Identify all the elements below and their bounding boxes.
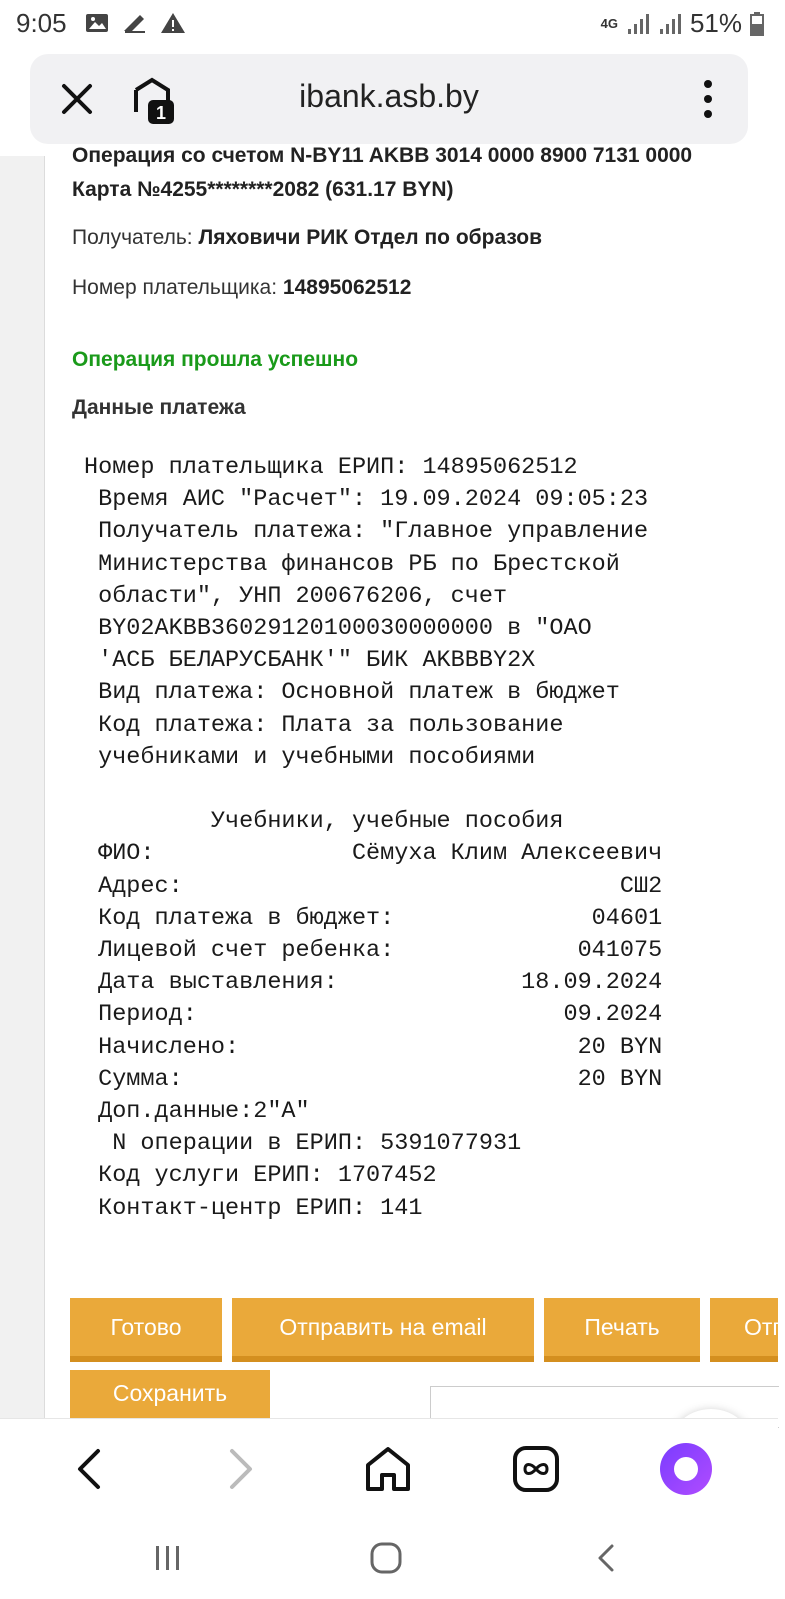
recent-apps-button[interactable]	[146, 1536, 190, 1580]
done-button[interactable]: Готово	[70, 1298, 222, 1362]
home-button[interactable]	[360, 1441, 416, 1497]
tool-notification-icon	[122, 10, 148, 36]
account-line: Операция со счетом N-BY11 AKBB 3014 0000 8900 7131 0000	[72, 144, 693, 167]
save-button[interactable]: Сохранить	[70, 1370, 270, 1430]
home-icon	[362, 1443, 414, 1495]
alice-assistant-button[interactable]	[658, 1441, 714, 1497]
url-text[interactable]: ibank.asb.by	[299, 78, 479, 114]
battery-percent: 51%	[689, 8, 742, 38]
payer-value: 14895062512	[282, 276, 412, 299]
recipient-label: Получатель:	[72, 226, 193, 249]
warning-icon	[160, 10, 186, 36]
more-button[interactable]: Отп	[710, 1298, 778, 1362]
home-circle-icon	[366, 1538, 406, 1578]
browser-bottom-nav	[0, 1418, 778, 1519]
tabs-count: 1	[155, 103, 167, 123]
system-back-button[interactable]	[584, 1536, 628, 1580]
chevron-left-icon	[70, 1445, 110, 1493]
battery-icon	[750, 12, 764, 36]
system-nav-bar	[0, 1518, 778, 1599]
recipient-row	[72, 226, 542, 250]
system-home-button[interactable]	[364, 1536, 408, 1580]
network-type: 4G	[600, 16, 618, 31]
browser-url-bar[interactable]	[30, 54, 748, 144]
more-menu-icon[interactable]	[698, 76, 718, 122]
forward-button[interactable]	[212, 1441, 268, 1497]
card-line: Карта №4255********2082 (631.17 BYN)	[72, 178, 454, 201]
back-arrow-icon	[588, 1540, 624, 1576]
success-message: Операция прошла успешно	[72, 348, 359, 371]
alice-icon	[658, 1441, 714, 1497]
send-email-button[interactable]: Отправить на email	[232, 1298, 534, 1362]
chevron-right-icon	[220, 1445, 260, 1493]
signal-icon	[626, 13, 650, 35]
notification-icons	[84, 10, 186, 36]
payment-data-heading: Данные платежа	[72, 396, 246, 419]
status-right	[601, 8, 764, 39]
image-notification-icon	[84, 10, 110, 36]
status-bar	[0, 0, 778, 46]
recent-apps-icon	[150, 1540, 186, 1576]
payment-receipt: Номер плательщика ЕРИП: 14895062512 Время АИС "Расчет": 19.09.2024 09:05:23 Получатель платежа: "Главное управление Министерства финансов РБ по Брестской области", УНП 200676206, счет BY02AKBB36029120100030000000 в "ОАО 'АСБ БЕЛАРУСБАНК'" БИК AKBBBY2X Вид платежа: Основной платеж в бюджет Код платежа: Плата за пользование учебниками и учебными пособиями Учебники, учебные пособия ФИО: Сёмуха Клим Алексеевич Адрес: СШ2 Код платежа в бюджет: 04601 Лицевой счет ребенка: 041075 Дата выставления: 18.09.2024 Период: 09.2024 Начислено: 20 BYN Сумма: 20 BYN Доп.данные:2"А" N операции в ЕРИП: 5391077931 Код услуги ЕРИП: 1707452 Контакт-центр ЕРИП: 141	[84, 454, 663, 1222]
print-button[interactable]: Печать	[544, 1298, 700, 1362]
tabs-button[interactable]	[508, 1441, 564, 1497]
signal-icon-2	[658, 13, 682, 35]
left-sidebar-edge	[0, 156, 45, 1418]
recipient-value: Ляховичи РИК Отдел по образов	[198, 226, 543, 249]
status-time: 9:05	[16, 8, 67, 38]
back-button[interactable]	[62, 1441, 118, 1497]
tabs-icon	[510, 1443, 562, 1495]
payer-label: Номер плательщика:	[72, 276, 278, 299]
payer-row	[72, 276, 411, 300]
page-content	[0, 144, 785, 1418]
